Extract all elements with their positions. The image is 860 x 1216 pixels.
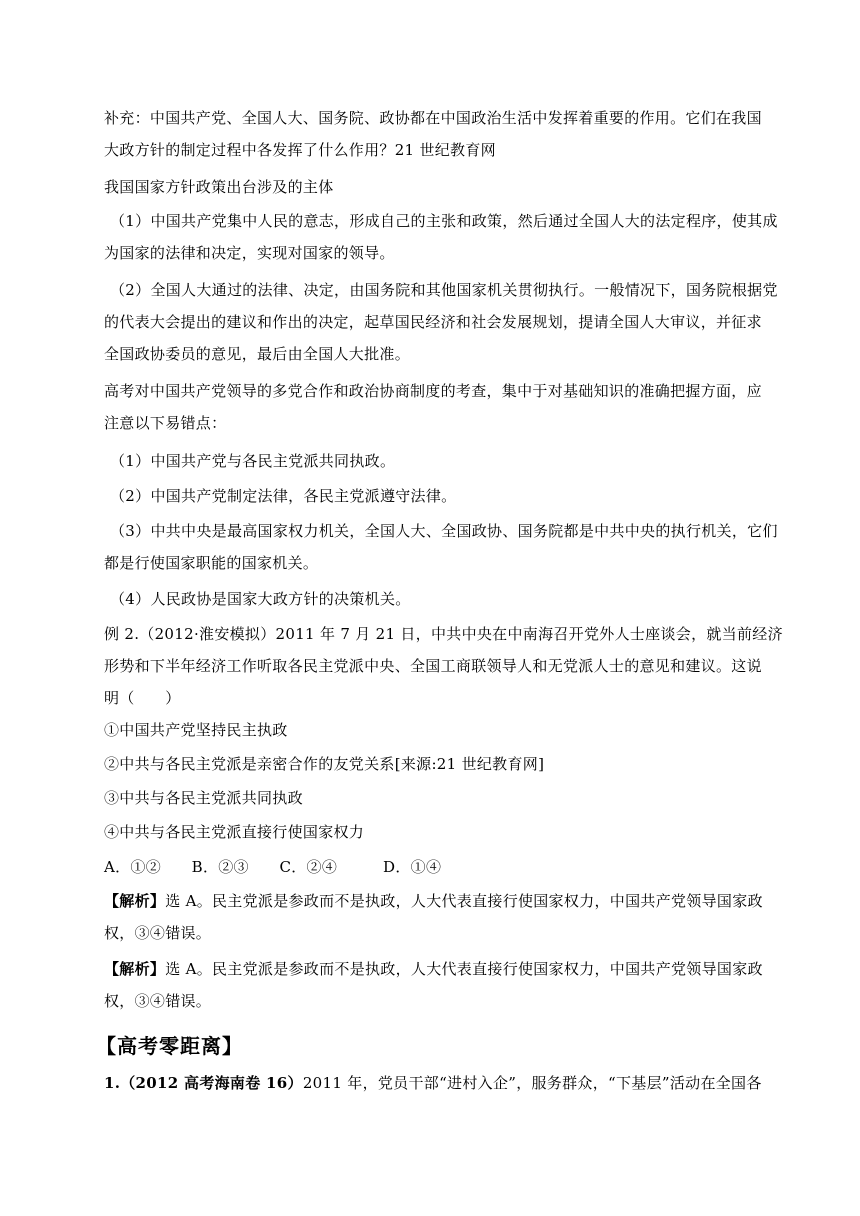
analysis-1-tag: 【解析】 bbox=[104, 892, 166, 910]
example-2-line-3: 明（ ） bbox=[104, 689, 181, 707]
section-heading: 【高考零距离】 bbox=[96, 1034, 243, 1058]
example-2-option-3: ③中共与各民主党派共同执政 bbox=[104, 789, 303, 807]
example-2-option-2: ②中共与各民主党派是亲密合作的友党关系[来源:21 世纪教育网] bbox=[104, 755, 545, 773]
example-2-option-4: ④中共与各民主党派直接行使国家权力 bbox=[104, 823, 365, 841]
point-2-line-3: 全国政协委员的意见，最后由全国人大批准。 bbox=[104, 345, 411, 363]
exam-notes-line-1: 高考对中国共产党领导的多党合作和政治协商制度的考查，集中于对基础知识的准确把握方面，应 bbox=[104, 382, 762, 400]
supplement-subtitle: 我国国家方针政策出台涉及的主体 bbox=[104, 178, 334, 196]
analysis-2-line-1 bbox=[104, 959, 764, 979]
analysis-1-line-1 bbox=[104, 891, 764, 911]
supplement-line-1: 补充：中国共产党、全国人大、国务院、政协都在中国政治生活中发挥着重要的作用。它们在我国 bbox=[104, 109, 762, 127]
analysis-2-line-2: 权，③④错误。 bbox=[104, 992, 212, 1010]
error-point-1: （1）中国共产党与各民主党派共同执政。 bbox=[110, 452, 396, 470]
point-1-line-1: （1）中国共产党集中人民的意志，形成自己的主张和政策，然后通过全国人大的法定程序，使其成 bbox=[110, 212, 778, 230]
example-2-line-1: 例 2.（2012·淮安模拟）2011 年 7 月 21 日，中共中央在中南海召开党外人士座谈会，就当前经济 bbox=[104, 625, 783, 643]
analysis-2-tag: 【解析】 bbox=[104, 960, 166, 978]
example-2-option-1: ①中国共产党坚持民主执政 bbox=[104, 721, 288, 739]
analysis-1-line-2: 权，③④错误。 bbox=[104, 924, 212, 942]
exam-notes-line-2: 注意以下易错点： bbox=[104, 414, 227, 432]
question-1-text: 2011 年，党员干部“进村入企”，服务群众，“下基层”活动在全国各 bbox=[302, 1074, 762, 1092]
analysis-1-text: 选 A。民主党派是参政而不是执政，人大代表直接行使国家权力，中国共产党领导国家政 bbox=[165, 892, 763, 910]
example-2-line-2: 形势和下半年经济工作听取各民主党派中央、全国工商联领导人和无党派人士的意见和建议。这说 bbox=[104, 657, 762, 675]
example-2-choices: A．①② B．②③ C．②④ D．①④ bbox=[104, 858, 442, 876]
supplement-line-2: 大政方针的制定过程中各发挥了什么作用？21 世纪教育网 bbox=[104, 141, 496, 159]
point-2-line-1: （2）全国人大通过的法律、决定，由国务院和其他国家机关贯彻执行。一般情况下，国务院根据党 bbox=[110, 281, 778, 299]
question-1-line-1 bbox=[104, 1073, 764, 1093]
error-point-3-line-2: 都是行使国家职能的国家机关。 bbox=[104, 554, 319, 572]
error-point-2: （2）中国共产党制定法律，各民主党派遵守法律。 bbox=[110, 487, 457, 505]
point-1-line-2: 为国家的法律和决定，实现对国家的领导。 bbox=[104, 244, 395, 262]
error-point-4: （4）人民政协是国家大政方针的决策机关。 bbox=[110, 590, 411, 608]
analysis-2-text: 选 A。民主党派是参政而不是执政，人大代表直接行使国家权力，中国共产党领导国家政 bbox=[165, 960, 763, 978]
question-1-source: 1.（2012 高考海南卷 16） bbox=[104, 1074, 303, 1092]
error-point-3-line-1: （3）中共中央是最高国家权力机关，全国人大、全国政协、国务院都是中共中央的执行机关，它们 bbox=[110, 522, 778, 540]
point-2-line-2: 的代表大会提出的建议和作出的决定，起草国民经济和社会发展规划，提请全国人大审议，并征求 bbox=[104, 313, 762, 331]
